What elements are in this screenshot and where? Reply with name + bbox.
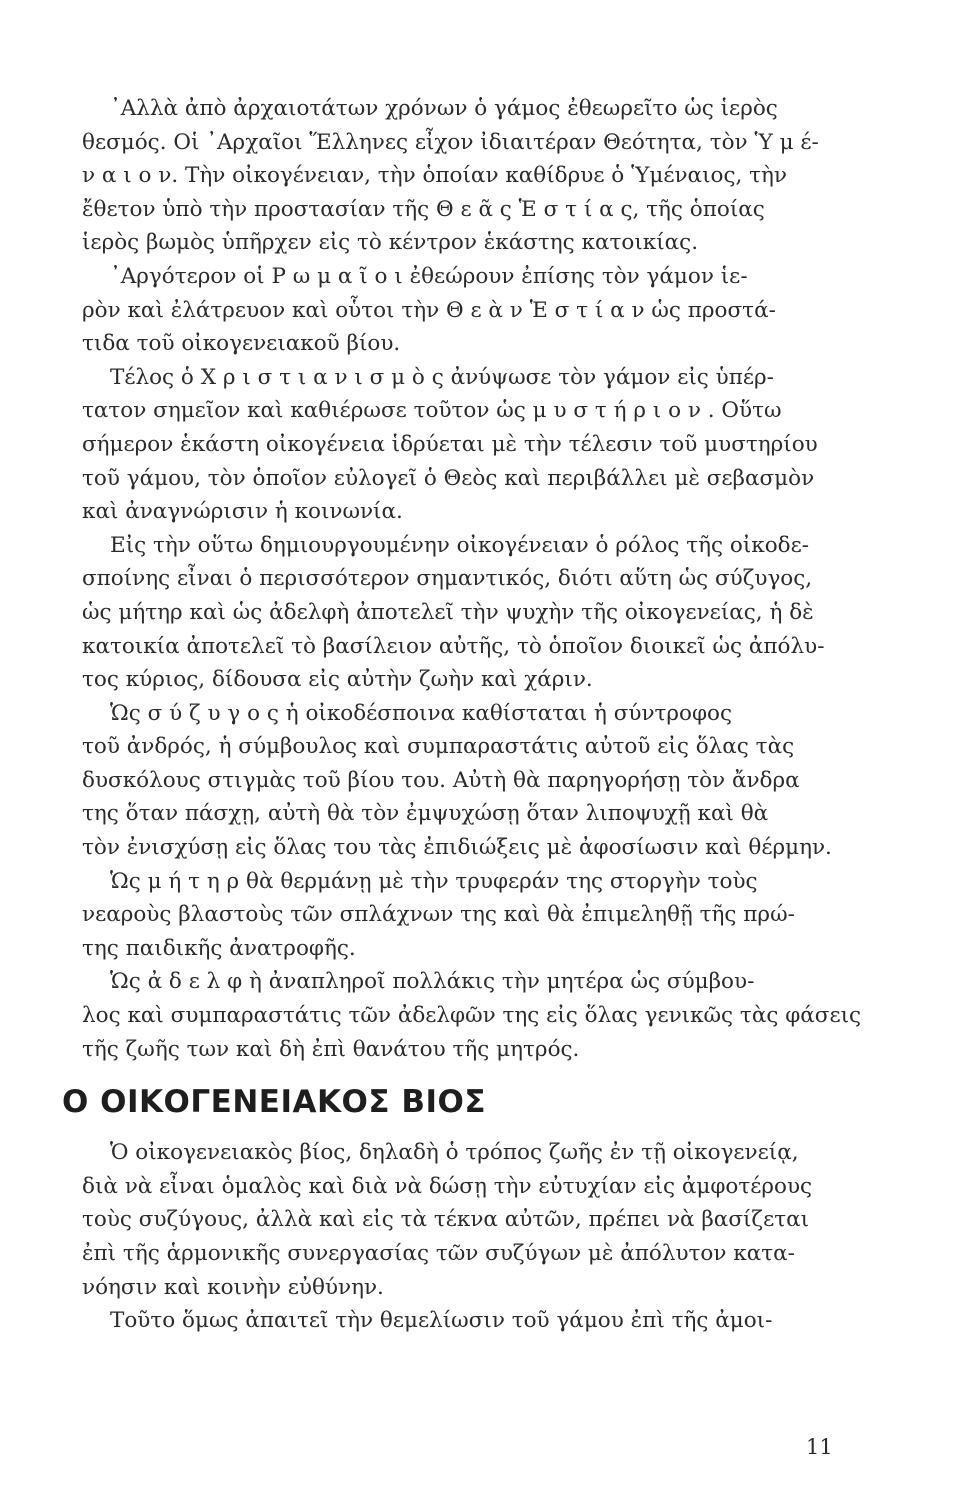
section-heading: Ο ΟΙΚΟΓΕΝΕΙΑΚΟΣ ΒΙΟΣ xyxy=(62,1084,487,1121)
text-line: τιδα τοῦ οἰκογενειακοῦ βίου. xyxy=(82,331,401,357)
text-line: σήμερον ἑκάστη οἰκογένεια ἱδρύεται μὲ τὴν τέλεσιν τοῦ μυστηρίου xyxy=(82,431,818,457)
text-line: Ὁ οἰκογενειακὸς βίος, δηλαδὴ ὁ τρόπος ζωῆς ἐν τῇ οἰκογενείᾳ, xyxy=(110,1140,799,1166)
text-line: σποίνης εἶναι ὁ περισσότερον σημαντικός, διότι αὕτη ὡς σύζυγος, xyxy=(82,566,813,592)
paragraph xyxy=(82,1136,862,1304)
text-line: κατοικία ἀποτελεῖ τὸ βασίλειον αὐτῆς, τὸ ὁποῖον διοικεῖ ὡς ἀπόλυ- xyxy=(82,633,825,659)
text-line: τοὺς συζύγους, ἀλλὰ καὶ εἰς τὰ τέκνα αὐτῶν, πρέπει νὰ βασίζεται xyxy=(82,1207,810,1233)
text-line: λος καὶ συμπαραστάτις τῶν ἀδελφῶν της εἰς ὅλας γενικῶς τὰς φάσεις xyxy=(82,1003,862,1029)
text-line: ἐπὶ τῆς ἁρμονικῆς συνεργασίας τῶν συζύγων μὲ ἀπόλυτον κατα- xyxy=(82,1241,795,1266)
text-line: νεαροὺς βλαστοὺς τῶν σπλάχνων της καὶ θὰ ἐπιμεληθῇ τῆς πρώ- xyxy=(82,902,795,928)
text-line: ν α ι ο ν. Τὴν οἰκογένειαν, τὴν ὁποίαν καθίδρυε ὁ Ὑμέναιος, τὴν xyxy=(82,163,788,189)
text-line: της παιδικῆς ἀνατροφῆς. xyxy=(82,935,356,961)
text-line: τῆς ζωῆς των καὶ δὴ ἐπὶ θανάτου τῆς μητρός. xyxy=(82,1036,580,1062)
text-line: Ὡς ἀ δ ε λ φ ὴ ἀναπληροῖ πολλάκις τὴν μητέρα ὡς σύμβου- xyxy=(110,969,755,995)
text-line: τὸν ἐνισχύσῃ εἰς ὅλας του τὰς ἐπιδιώξεις μὲ ἀφοσίωσιν καὶ θέρμην. xyxy=(82,835,832,861)
text-line: ἱερὸς βωμὸς ὑπῆρχεν εἰς τὸ κέντρον ἑκάστης κατοικίας. xyxy=(82,230,699,256)
paragraph xyxy=(82,92,862,260)
paragraph xyxy=(82,865,862,966)
body-text-top xyxy=(82,92,862,1066)
text-line: δυσκόλους στιγμὰς τοῦ βίου του. Αὐτὴ θὰ παρηγορήσῃ τὸν ἄνδρα xyxy=(82,767,800,793)
text-line: ἔθετον ὑπὸ τὴν προστασίαν τῆς Θ ε ᾶ ς Ἑ σ τ ί α ς, τῆς ὁποίας xyxy=(82,196,765,222)
paragraph xyxy=(82,529,862,697)
text-line: ᾿Αργότερον οἱ Ρ ω μ α ῖ ο ι ἐθεώρουν ἐπίσης τὸν γάμον ἱε- xyxy=(110,263,748,289)
paragraph xyxy=(82,965,862,1066)
page-body xyxy=(62,92,862,1338)
page-number: 11 xyxy=(806,1435,833,1459)
text-line: Τοῦτο ὅμως ἀπαιτεῖ τὴν θεμελίωσιν τοῦ γάμου ἐπὶ τῆς ἀμοι- xyxy=(110,1308,773,1334)
text-line: Τέλος ὁ Χ ρ ι σ τ ι α ν ι σ μ ὸ ς ἀνύψωσε τὸν γάμον εἰς ὑπέρ- xyxy=(110,364,774,390)
text-line: τατον σημεῖον καὶ καθιέρωσε τοῦτον ὡς μ υ σ τ ή ρ ι ο ν . Οὕτω xyxy=(82,398,782,424)
text-line: ρὸν καὶ ἐλάτρευον καὶ οὗτοι τὴν Θ ε ὰ ν Ἑ σ τ ί α ν ὡς προστά- xyxy=(82,297,776,323)
text-line: της ὅταν πάσχῃ, αὐτὴ θὰ τὸν ἐμψυχώσῃ ὅταν λιποψυχῇ καὶ θὰ xyxy=(82,801,769,827)
text-line: ᾿Αλλὰ ἀπὸ ἀρχαιοτάτων χρόνων ὁ γάμος ἐθεωρεῖτο ὡς ἱερὸς xyxy=(110,96,778,121)
paragraph xyxy=(82,361,862,529)
text-line: διὰ νὰ εἶναι ὁμαλὸς καὶ διὰ νὰ δώσῃ τὴν εὐτυχίαν εἰς ἀμφοτέρους xyxy=(82,1173,813,1199)
text-line: ὡς μήτηρ καὶ ὡς ἀδελφὴ ἀποτελεῖ τὴν ψυχὴν τῆς οἰκογενείας, ἡ δὲ xyxy=(82,599,814,625)
text-line: τοῦ ἀνδρός, ἡ σύμβουλος καὶ συμπαραστάτις αὐτοῦ εἰς ὅλας τὰς xyxy=(82,734,795,760)
text-line: καὶ ἀναγνώρισιν ἡ κοινωνία. xyxy=(82,499,403,525)
text-line: Ὡς σ ύ ζ υ γ ο ς ἡ οἰκοδέσποινα καθίσταται ἡ σύντροφος xyxy=(110,700,733,726)
body-text-bottom xyxy=(82,1136,862,1338)
text-line: τοῦ γάμου, τὸν ὁποῖον εὐλογεῖ ὁ Θεὸς καὶ περιβάλλει μὲ σεβασμὸν xyxy=(82,465,815,491)
text-line: τος κύριος, δίδουσα εἰς αὐτὴν ζωὴν καὶ χάριν. xyxy=(82,667,593,693)
text-line: θεσμός. Οἱ ᾿Αρχαῖοι Ἕλληνες εἶχον ἰδιαιτέραν Θεότητα, τὸν Ὑ μ έ- xyxy=(82,129,819,155)
text-line: Εἰς τὴν οὕτω δημιουργουμένην οἰκογένειαν ὁ ρόλος τῆς οἰκοδε- xyxy=(110,532,810,558)
paragraph xyxy=(82,697,862,865)
paragraph xyxy=(82,1304,862,1338)
text-line: νόησιν καὶ κοινὴν εὐθύνην. xyxy=(82,1274,384,1300)
text-line: Ὡς μ ή τ η ρ θὰ θερμάνῃ μὲ τὴν τρυφεράν της στοργὴν τοὺς xyxy=(110,868,758,894)
paragraph xyxy=(82,260,862,361)
